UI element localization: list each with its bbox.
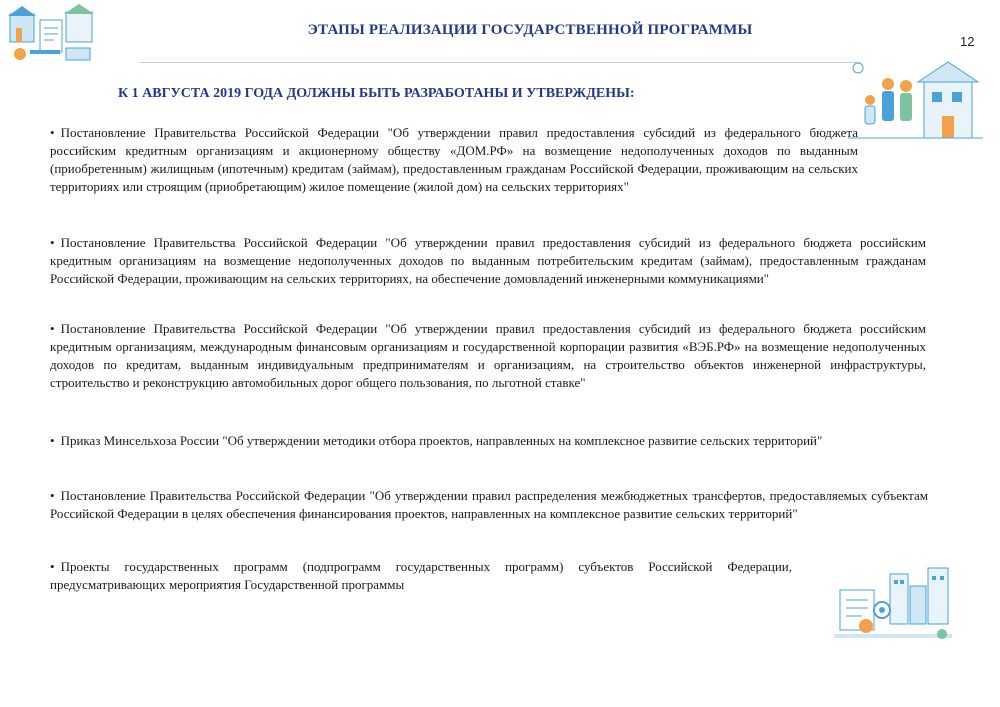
list-item-text: Постановление Правительства Российской Федерации "Об утверждении правил предоставления субсидий из федерального бюджета российским кредитным организациям, международным финансовым организациям и государственной корпорации развития «ВЭБ.РФ» на возмещение недополученных доходов по кредитам, выданным индивидуальным предпринимателям и организациям, на строительство объектов инженерной инфраструктуры, строительство и реконструкцию автомобильных дорог общего пользования, по льготной ставке"	[50, 321, 926, 390]
city-documents-illustration	[830, 560, 955, 645]
page-title: ЭТАПЫ РЕАЛИЗАЦИИ ГОСУДАРСТВЕННОЙ ПРОГРАММЫ	[307, 22, 753, 38]
list-item-text: Постановление Правительства Российской Федерации "Об утверждении правил предоставления субсидий из федерального бюджета российским кредитным организациям на возмещение недополученных доходов по выданным потребительским кредитам (займам), предоставленным гражданам Российской Федерации, проживающим на сельских территориях, на обеспечение домовладений инженерными коммуникациями"	[50, 235, 926, 286]
list-item-text: Постановление Правительства Российской Федерации "Об утверждении правил предоставления субсидий из федерального бюджета российским кредитным организациям и акционерному обществу «ДОМ.РФ» на возмещение недополученных доходов по выданным (приобретенным) жилищным (ипотечным) кредитам (займам), предоставленным гражданам Российской Федерации, проживающим на сельских территориях или строящим (приобретающим) жилое помещение (жилой дом) на сельских территориях"	[50, 125, 858, 194]
header-divider	[140, 62, 860, 63]
list-item-text: Постановление Правительства Российской Федерации "Об утверждении правил распределения межбюджетных трансфертов, предоставляемых субъектам Российской Федерации в целях обеспечения финансирования проектов, направленных на комплексное развитие сельских территорий"	[50, 488, 928, 521]
bullet-icon: •	[50, 235, 55, 250]
family-house-illustration	[848, 60, 983, 145]
section-subtitle: К 1 АВГУСТА 2019 ГОДА ДОЛЖНЫ БЫТЬ РАЗРАБОТАНЫ И УТВЕРЖДЕНЫ:	[118, 86, 635, 101]
bullet-icon: •	[50, 433, 55, 448]
bullet-icon: •	[50, 321, 55, 336]
bullet-icon: •	[50, 559, 55, 574]
list-item	[50, 487, 928, 523]
bullet-icon: •	[50, 125, 55, 140]
bullet-icon: •	[50, 488, 55, 503]
house-documents-illustration	[6, 4, 98, 66]
list-item-text: Приказ Минсельхоза России "Об утверждении методики отбора проектов, направленных на комплексное развитие сельских территорий"	[60, 433, 823, 448]
page-number: 12	[960, 34, 975, 49]
list-item	[50, 320, 926, 392]
list-item	[50, 124, 858, 196]
list-item	[50, 558, 792, 594]
list-item-text: Проекты государственных программ (подпрограмм государственных программ) субъектов Российской Федерации, предусматривающих мероприятия Государственной программы	[50, 559, 792, 592]
list-item	[50, 234, 926, 288]
list-item	[50, 432, 928, 450]
